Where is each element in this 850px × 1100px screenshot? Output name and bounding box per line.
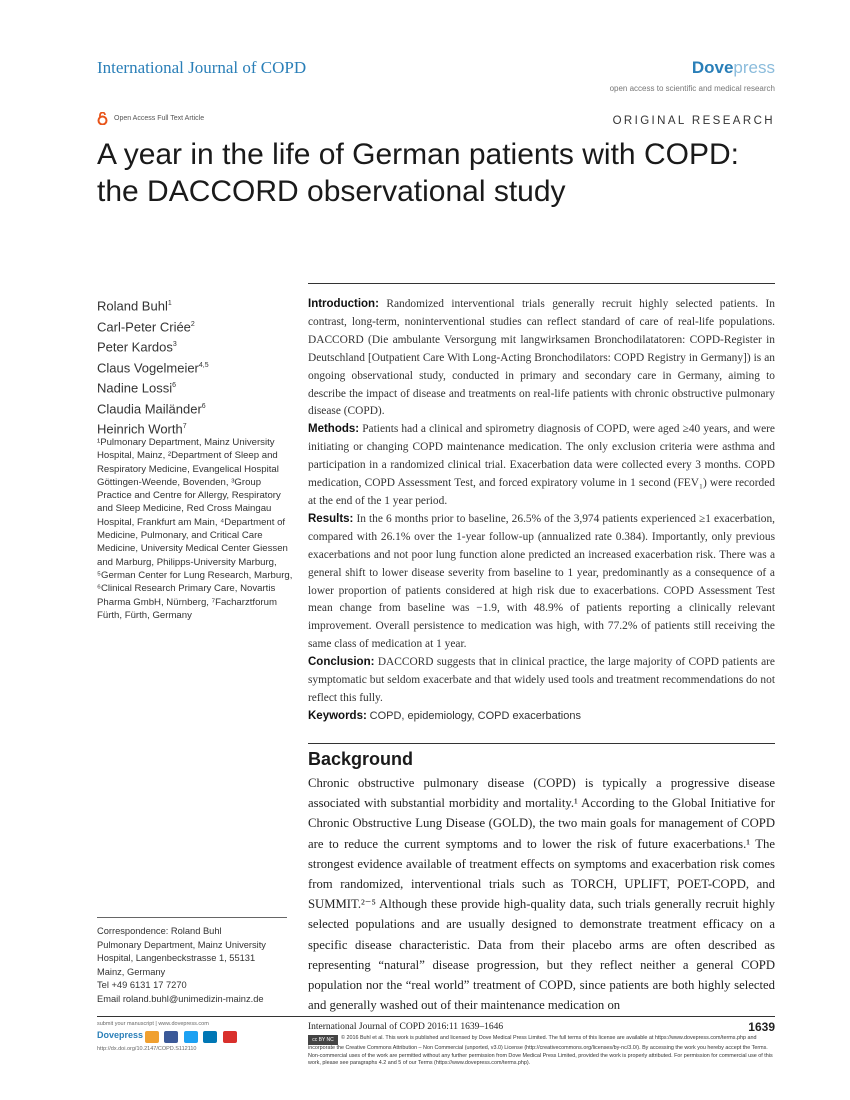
methods-label: Methods: bbox=[308, 423, 360, 436]
correspondence-line: Correspondence: Roland Buhl bbox=[97, 926, 222, 936]
intro-label: Introduction: bbox=[308, 298, 379, 310]
correspondence-line: Tel +49 6131 17 7270 bbox=[97, 980, 187, 991]
license-notice bbox=[308, 1035, 775, 1068]
correspondence-email[interactable]: Email roland.buhl@unimedizin-mainz.de bbox=[97, 993, 264, 1004]
background-text: Chronic obstructive pulmonary disease (COPD) is typically a progressive disease associated with substantial morbidity and mortality.¹ According to the Global Initiative for Chronic Obstructive Lung Disease (GOLD), the two main goals for management of COPD are to reduce the current symptoms and to lower the risk of future exacerbations.¹ The strongest evidence available of treatment effects on symptoms and exacerbation risk comes from randomized, interventional trials such as TORCH, UPLIFT, POET-COPD, and SUMMIT.²⁻⁵ Although these provide high-quality data, such trials generally recruit highly selected populations and are usually designed to demonstrate treatment efficacy on a specific disease characteristic. Data from their placebo arms are often described as representing “natural” disease progression, but they reflect neither a general COPD population nor the “real world” treatment of COPD, since patients are both highly selected and generally washed out of their maintenance medication on bbox=[308, 776, 775, 1013]
methods-text: Patients had a clinical and spirometry diagnosis of COPD, were aged ≥40 years, and were initiating or changing COPD maintenance medication. The only exclusion criteria were asthma and participation in a randomized clinical trial. Exacerbation data were collected every 3 months. COPD medication, COPD Assessment Test, and forced expiratory volume in 1 second (FEV₁) were recorded at the end of the 1 year period. bbox=[308, 423, 775, 507]
affiliations: ¹Pulmonary Department, Mainz University Hospital, Mainz, ²Department of Sleep and Respiratory Medicine, Evangelical Hospital Göttingen-Weende, Bovenden, ³Group Practice and Centre for Allergy, Respiratory and Sleep Medicine, Red Cross Maingau Hospital, Frankfurt am Main, ⁴Department of Medicine, Pulmonary, and Critical Care Medicine, University Medical Center Giessen and Marburg, Philipps-University Marburg, ⁵German Center for Lung Research, Marburg, ⁶Clinical Research Primary Care, Novartis Pharma GmbH, Nürnberg, ⁷Facharztforum Fürth, Fürth, Germany bbox=[97, 437, 293, 621]
creative-commons-badge[interactable]: cc BY NC bbox=[308, 1035, 338, 1045]
correspondence-line: Hospital, Langenbeckstrasse 1, 55131 bbox=[97, 953, 256, 964]
conclusion-text: DACCORD suggests that in clinical practice, the large majority of COPD patients are symptomatic but seldom exacerbate and that widely used tools and treatment recommendations do not reflect this fully. bbox=[308, 656, 775, 704]
author[interactable]: Claudia Mailänder$^6$ bbox=[97, 400, 206, 416]
twitter-icon[interactable] bbox=[184, 1031, 198, 1043]
abstract bbox=[308, 296, 775, 726]
footer-dovepress-logo[interactable]: Dovepress bbox=[97, 1030, 144, 1040]
open-access-lock-icon bbox=[97, 112, 108, 125]
linkedin-icon[interactable] bbox=[203, 1031, 217, 1043]
divider-top bbox=[308, 283, 775, 284]
results-label: Results: bbox=[308, 512, 354, 525]
author[interactable]: Peter Kardos$^3$ bbox=[97, 339, 177, 355]
author-list bbox=[97, 295, 209, 439]
youtube-icon[interactable] bbox=[223, 1031, 237, 1043]
divider-background bbox=[308, 743, 775, 744]
facebook-icon[interactable] bbox=[164, 1031, 178, 1043]
publisher-logo-b: press bbox=[733, 58, 775, 77]
divider-correspondence bbox=[97, 917, 287, 918]
submit-manuscript-link[interactable]: submit your manuscript | www.dovepress.com bbox=[97, 1021, 209, 1027]
author[interactable]: Roland Buhl$^1$ bbox=[97, 298, 172, 314]
journal-name[interactable]: International Journal of COPD bbox=[97, 58, 307, 77]
keywords-label: Keywords: bbox=[308, 709, 367, 722]
author[interactable]: Heinrich Worth$^7$ bbox=[97, 421, 187, 437]
correspondence-line: Pulmonary Department, Mainz University bbox=[97, 939, 266, 950]
results-text: In the 6 months prior to baseline, 26.5% of the 3,974 patients experienced ≥1 exacerbation, compared with 26.1% over the 1-year follow-up (annualized rate 0.384). Importantly, only previous exacerbations and not poor lung function alone predicted an increased exacerbation risk. There was a general shift to lower disease severity from baseline to 1 year, predominantly as a consequence of a lower proportion of patients considered at high risk due to exacerbations. COPD Assessment Test mean change from baseline was −1.9, with 48.9% of patients reporting a clinically relevant improvement. Overall persistence to medication was high, with 77.2% of patients still receiving the same class of medication at 1 year. bbox=[308, 512, 775, 651]
open-access-label: Open Access Full Text Article bbox=[114, 115, 205, 122]
rss-icon[interactable] bbox=[145, 1031, 159, 1043]
page-number: 1639 bbox=[748, 1020, 775, 1034]
correspondence-line: Mainz, Germany bbox=[97, 966, 166, 977]
license-text: © 2016 Buhl et al. This work is published and licensed by Dove Medical Press Limited. The full terms of this license are available at https://www.dovepress.com/terms.php and incorporate the Creative Commons Attribution – Non Commercial (unported, v3.0) License (http://creativecommons.org/licenses/by-nc/3.0/). By accessing the work you hereby accept the Terms. Non-commercial uses of the work are permitted without any further permission from Dove Medical Press Limited, provided the work is properly attributed. For permission for commercial use of this work, please see paragraphs 4.2 and 5 of our Terms (https://www.dovepress.com/terms.php). bbox=[308, 1035, 773, 1067]
open-access-badge bbox=[97, 112, 204, 125]
journal-citation: International Journal of COPD 2016:11 1639–1646 bbox=[308, 1022, 504, 1032]
publisher-logo[interactable] bbox=[692, 58, 775, 78]
keywords-text: COPD, epidemiology, COPD exacerbations bbox=[369, 709, 581, 722]
footer-left bbox=[97, 1021, 257, 1052]
author[interactable]: Nadine Lossi$^6$ bbox=[97, 380, 177, 396]
intro-text: Randomized interventional trials generally recruit highly selected patients. In contrast, long-term, noninterventional studies can reflect standard of care of real-life populations. DACCORD (Die ambulante Versorgung mit langwirksamen Bronchodilatatoren: COPD-Register in Deutschland [Outpatient Care With Long-Acting Bronchodilators: COPD Registry in Germany]) is an ongoing observational study, conducted in primary and secondary care in Germany, aiming to describe the impact of disease and treatments on real-life patients with chronic obstructive pulmonary disease (COPD). bbox=[308, 298, 775, 418]
publisher-tagline: open access to scientific and medical research bbox=[609, 84, 775, 93]
doi-link[interactable]: http://dx.doi.org/10.2147/COPD.S112110 bbox=[97, 1045, 197, 1052]
author[interactable]: Claus Vogelmeier$^{4,5}$ bbox=[97, 359, 209, 375]
article-type: ORIGINAL RESEARCH bbox=[612, 115, 775, 127]
publisher-logo-a: Dove bbox=[691, 58, 734, 77]
background-heading: Background bbox=[308, 749, 414, 769]
correspondence bbox=[97, 925, 266, 1007]
article-title: A year in the life of German patients with COPD: the DACCORD observational study bbox=[97, 138, 739, 208]
author[interactable]: Carl-Peter Criée$^2$ bbox=[97, 318, 195, 334]
divider-footer bbox=[97, 1016, 775, 1017]
conclusion-label: Conclusion: bbox=[308, 656, 375, 669]
